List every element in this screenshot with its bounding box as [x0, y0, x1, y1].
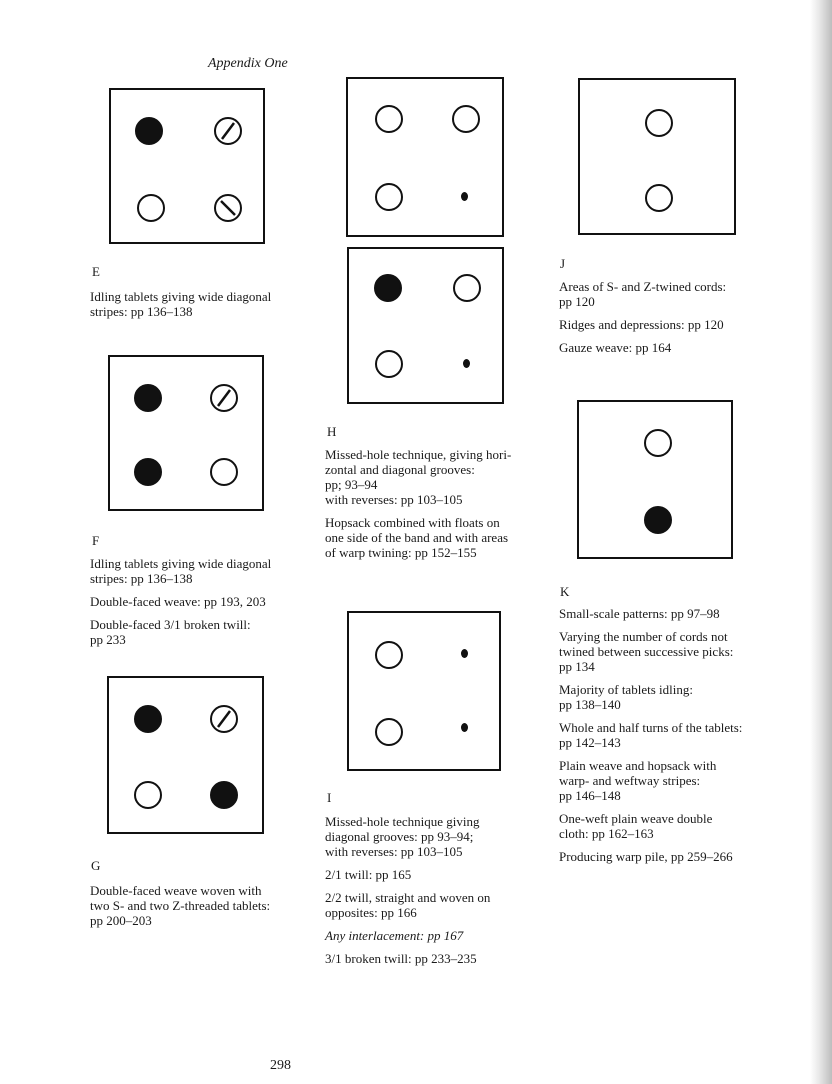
figure-letter-j: J: [560, 256, 566, 271]
dot-hole: [461, 723, 468, 732]
caption-line: with reverses: pp 103–105: [325, 492, 463, 507]
caption-line: pp 138–140: [559, 697, 621, 712]
dot-hole: [461, 649, 468, 658]
caption-g: [90, 883, 320, 936]
diagram-e: [109, 88, 265, 244]
hole-open: [134, 781, 162, 809]
caption-line: Plain weave and hopsack with: [559, 758, 717, 773]
caption-line: Small-scale patterns: pp 97–98: [559, 606, 720, 621]
page-edge-shadow: [810, 0, 832, 1084]
caption-line: Double-faced weave: pp 193, 203: [90, 594, 266, 609]
hole-filled: [210, 781, 238, 809]
hole-slash-forward: [210, 705, 238, 733]
hole-open: [452, 105, 480, 133]
diagram-h-upper: [346, 77, 504, 237]
hole-slash-forward: [214, 117, 242, 145]
hole-filled: [135, 117, 163, 145]
caption-line: Producing warp pile, pp 259–266: [559, 849, 733, 864]
caption-line: Any interlacement: pp 167: [325, 928, 464, 943]
caption-i-entry: [325, 890, 540, 920]
caption-k-entry: [559, 811, 764, 841]
caption-line: Double-faced 3/1 broken twill:: [90, 617, 251, 632]
caption-line: stripes: pp 136–138: [90, 571, 193, 586]
caption-line: cloth: pp 162–163: [559, 826, 654, 841]
dot-hole: [461, 192, 468, 201]
caption-line: Whole and half turns of the tablets:: [559, 720, 743, 735]
caption-line: pp 146–148: [559, 788, 621, 803]
caption-j-entry: [559, 340, 759, 355]
hole-open: [453, 274, 481, 302]
caption-line: pp 233: [90, 632, 126, 647]
caption-j-entry: [559, 279, 759, 309]
diagram-h-lower: [347, 247, 504, 404]
caption-line: opposites: pp 166: [325, 905, 417, 920]
diagram-j: [578, 78, 736, 235]
caption-i-entry: [325, 867, 540, 882]
caption-line: pp 200–203: [90, 913, 152, 928]
hole-open: [375, 641, 403, 669]
caption-line: pp 134: [559, 659, 595, 674]
figure-letter-e: E: [92, 264, 100, 279]
caption-k-entry: [559, 758, 764, 803]
hole-filled: [134, 705, 162, 733]
caption-i-entry: [325, 928, 540, 943]
hole-open: [645, 184, 673, 212]
hole-open: [375, 183, 403, 211]
caption-line: two S- and two Z-threaded tablets:: [90, 898, 271, 913]
caption-line: pp 120: [559, 294, 595, 309]
caption-h-entry: [325, 515, 540, 560]
hole-slash-forward: [210, 384, 238, 412]
hole-open: [210, 458, 238, 486]
diagram-i: [347, 611, 501, 771]
caption-h-entry: [325, 447, 540, 507]
caption-j-entry: [559, 317, 759, 332]
caption-line: Missed-hole technique giving: [325, 814, 480, 829]
caption-line: 2/1 twill: pp 165: [325, 867, 412, 882]
caption-f-entry: [90, 594, 320, 609]
caption-k-entry: [559, 682, 764, 712]
hole-slash-back: [214, 194, 242, 222]
figure-letter-k: K: [560, 584, 570, 599]
diagram-k: [577, 400, 733, 559]
figure-letter-h: H: [327, 424, 337, 439]
hole-filled: [134, 384, 162, 412]
caption-i: [325, 814, 540, 974]
caption-k-entry: [559, 629, 764, 674]
caption-line: Areas of S- and Z-twined cords:: [559, 279, 727, 294]
diagram-f: [108, 355, 264, 511]
hole-filled: [134, 458, 162, 486]
caption-line: 3/1 broken twill: pp 233–235: [325, 951, 477, 966]
caption-j: [559, 279, 759, 363]
caption-e-entry: [90, 289, 320, 319]
caption-f-entry: [90, 556, 320, 586]
caption-line: Missed-hole technique, giving hori-: [325, 447, 512, 462]
hole-open: [375, 105, 403, 133]
caption-f: [90, 556, 320, 655]
caption-line: pp 142–143: [559, 735, 621, 750]
caption-line: stripes: pp 136–138: [90, 304, 193, 319]
caption-g-entry: [90, 883, 320, 928]
caption-k-entry: [559, 720, 764, 750]
caption-line: One-weft plain weave double: [559, 811, 713, 826]
caption-line: Hopsack combined with floats on: [325, 515, 500, 530]
hole-open: [137, 194, 165, 222]
running-head: Appendix One: [208, 56, 288, 71]
caption-line: Ridges and depressions: pp 120: [559, 317, 724, 332]
caption-i-entry: [325, 951, 540, 966]
caption-line: of warp twining: pp 152–155: [325, 545, 477, 560]
caption-line: one side of the band and with areas: [325, 530, 509, 545]
hole-filled: [644, 506, 672, 534]
caption-line: zontal and diagonal grooves:: [325, 462, 475, 477]
caption-line: diagonal grooves: pp 93–94;: [325, 829, 474, 844]
figure-letter-i: I: [327, 790, 332, 805]
hole-open: [375, 350, 403, 378]
caption-i-entry: [325, 814, 540, 859]
caption-h: [325, 447, 540, 568]
caption-line: Idling tablets giving wide diagonal: [90, 289, 272, 304]
hole-open: [644, 429, 672, 457]
caption-line: with reverses: pp 103–105: [325, 844, 463, 859]
caption-line: Majority of tablets idling:: [559, 682, 693, 697]
diagram-g: [107, 676, 264, 834]
caption-line: pp; 93–94: [325, 477, 378, 492]
figure-letter-g: G: [91, 858, 101, 873]
caption-line: Double-faced weave woven with: [90, 883, 262, 898]
page-number: 298: [270, 1058, 291, 1073]
caption-k: [559, 606, 764, 872]
dot-hole: [463, 359, 470, 368]
caption-line: Gauze weave: pp 164: [559, 340, 672, 355]
hole-open: [375, 718, 403, 746]
caption-k-entry: [559, 606, 764, 621]
caption-line: Varying the number of cords not: [559, 629, 728, 644]
caption-k-entry: [559, 849, 764, 864]
caption-line: Idling tablets giving wide diagonal: [90, 556, 272, 571]
caption-f-entry: [90, 617, 320, 647]
caption-line: twined between successive picks:: [559, 644, 734, 659]
caption-line: warp- and weftway stripes:: [559, 773, 701, 788]
caption-line: 2/2 twill, straight and woven on: [325, 890, 491, 905]
figure-letter-f: F: [92, 533, 100, 548]
caption-e: [90, 289, 320, 327]
hole-open: [645, 109, 673, 137]
hole-filled: [374, 274, 402, 302]
